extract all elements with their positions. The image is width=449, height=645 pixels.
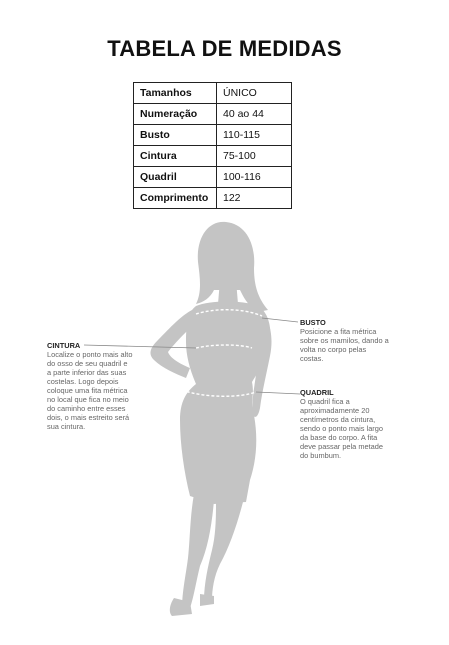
note-cintura-text (47, 350, 157, 431)
row-value: ÚNICO (217, 83, 292, 104)
note-line: a parte inferior das suas (47, 368, 127, 377)
row-label: Busto (134, 125, 217, 146)
note-cintura (47, 341, 157, 431)
note-quadril-text (300, 397, 410, 460)
note-line: coloque uma fita métrica (47, 386, 128, 395)
row-label: Comprimento (134, 188, 217, 209)
note-line: costas. (300, 354, 324, 363)
note-line: no local que fica no meio (47, 395, 129, 404)
note-line: sendo o ponto mais largo (300, 424, 383, 433)
note-line: volta no corpo pelas (300, 345, 367, 354)
row-label: Quadril (134, 167, 217, 188)
row-value: 122 (217, 188, 292, 209)
note-cintura-title: CINTURA (47, 341, 81, 350)
quadril-leader (256, 392, 300, 394)
note-line: do caminho entre esses (47, 404, 126, 413)
row-value: 75-100 (217, 146, 292, 167)
note-line: sobre os mamilos, dando a (300, 336, 389, 345)
silhouette-body (151, 222, 272, 616)
row-value: 100-116 (217, 167, 292, 188)
note-line: O quadril fica a (300, 397, 350, 406)
row-value: 110-115 (217, 125, 292, 146)
row-label: Numeração (134, 104, 217, 125)
note-line: dois, o mais estreito será (47, 413, 130, 422)
row-label: Cintura (134, 146, 217, 167)
note-line: do osso de seu quadril e (47, 359, 128, 368)
note-line: aproximadamente 20 (300, 406, 370, 415)
row-value: 40 ao 44 (217, 104, 292, 125)
note-line: do bumbum. (300, 451, 342, 460)
note-line: Localize o ponto mais alto (47, 350, 133, 359)
note-busto-text (300, 327, 410, 363)
note-line: costelas. Logo depois (47, 377, 119, 386)
note-line: centímetros da cintura, (300, 415, 376, 424)
note-line: deve passar pela metade (300, 442, 383, 451)
page-title: TABELA DE MEDIDAS (107, 36, 342, 61)
note-quadril (300, 388, 410, 460)
note-busto (300, 318, 410, 363)
note-quadril-title: QUADRIL (300, 388, 334, 397)
note-busto-title: BUSTO (300, 318, 326, 327)
note-line: da base do corpo. A fita (300, 433, 378, 442)
note-line: sua cintura. (47, 422, 86, 431)
row-label: Tamanhos (134, 83, 217, 104)
note-line: Posicione a fita métrica (300, 327, 377, 336)
